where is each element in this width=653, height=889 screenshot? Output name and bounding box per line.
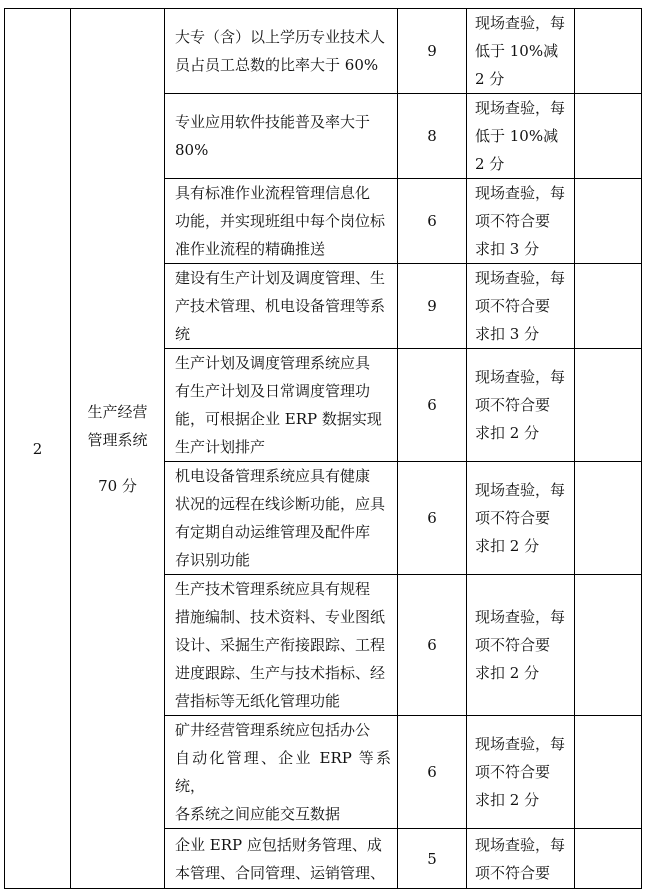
requirement-text-line: 状况的远程在线诊断功能，应具 [175, 495, 386, 513]
requirement-text-line: 营指标等无纸化管理功能 [175, 692, 341, 710]
method-text-line: 现场查验，每 [475, 735, 566, 753]
scoring-table-container [4, 8, 644, 889]
requirement-text-line: 具有标准作业流程管理信息化 [175, 184, 371, 202]
method-text-line: 项不符合要 [475, 636, 551, 654]
method-cell [467, 829, 575, 889]
requirement-cell [165, 349, 398, 462]
method-text-line: 项不符合要 [475, 297, 551, 315]
method-text-line: 项不符合要 [475, 863, 551, 882]
requirement-cell [165, 716, 398, 829]
requirement-text-line: 设计、采掘生产衔接跟踪、工程 [175, 636, 386, 654]
requirement-cell [165, 575, 398, 716]
requirement-text-line: 存识别功能 [175, 551, 251, 569]
requirement-text-line: 生产技术管理系统应具有规程 [175, 580, 371, 598]
requirement-text-line: 进度跟踪、生产与技术指标、经 [175, 664, 386, 682]
requirement-text-line: 准作业流程的精确推送 [175, 240, 326, 258]
method-text-line: 低于 10%减 [475, 127, 559, 145]
requirement-text-line: 有定期自动运维管理及配件库 [175, 523, 371, 541]
method-cell [467, 179, 575, 264]
remarks-cell [575, 829, 642, 889]
method-text-line: 现场查验，每 [475, 269, 566, 287]
requirement-text-line: 生产计划排产 [175, 438, 266, 456]
category-score: 70 分 [98, 476, 137, 495]
requirement-text-line: 产技术管理、机电设备管理等系 [175, 297, 386, 315]
score-cell: 6 [398, 349, 467, 462]
method-text-line: 求扣 3 分 [475, 240, 540, 258]
method-text-line: 项不符合要 [475, 509, 551, 527]
score-cell: 6 [398, 575, 467, 716]
requirement-text-line: 各系统之间应能交互数据 [175, 805, 341, 823]
requirement-text-line: 机电设备管理系统应具有健康 [175, 467, 371, 485]
requirement-text-line: 大专（含）以上学历专业技术人 [175, 28, 386, 46]
remarks-cell [575, 264, 642, 349]
requirement-text-line: 矿井经营管理系统应包括办公 [175, 721, 371, 739]
requirement-text-line: 企业 ERP 应包括财务管理、成 [175, 835, 382, 854]
requirement-cell [165, 264, 398, 349]
remarks-cell [575, 716, 642, 829]
requirement-cell [165, 9, 398, 94]
requirement-text-line: 专业应用软件技能普及率大于 [175, 113, 371, 131]
requirement-text-line: 自动化管理、企业 ERP 等系统， [175, 749, 391, 795]
score-cell: 9 [398, 9, 467, 94]
method-cell [467, 94, 575, 179]
requirement-cell [165, 94, 398, 179]
requirement-text-line: 员占员工总数的比率大于 60% [175, 56, 379, 74]
requirement-text-line: 本管理、合同管理、运销管理、 [175, 863, 386, 882]
category-name-line: 生产经营 [87, 402, 148, 421]
remarks-cell [575, 462, 642, 575]
section-number: 2 [5, 9, 71, 889]
score-cell: 8 [398, 94, 467, 179]
method-text-line: 求扣 2 分 [475, 664, 540, 682]
requirement-text-line: 有生产计划及日常调度管理功 [175, 382, 371, 400]
score-cell: 5 [398, 829, 467, 889]
requirement-cell [165, 179, 398, 264]
method-cell [467, 575, 575, 716]
method-text-line: 项不符合要 [475, 212, 551, 230]
method-text-line: 求扣 2 分 [475, 537, 540, 555]
method-text-line: 现场查验，每 [475, 14, 566, 32]
score-cell: 6 [398, 716, 467, 829]
category-cell [71, 9, 165, 889]
remarks-cell [575, 94, 642, 179]
method-text-line: 求扣 3 分 [475, 325, 540, 343]
method-cell [467, 462, 575, 575]
method-text-line: 求扣 2 分 [475, 791, 540, 809]
scoring-table [4, 8, 642, 889]
method-text-line: 现场查验，每 [475, 835, 566, 854]
method-cell [467, 716, 575, 829]
method-text-line: 低于 10%减 [475, 42, 559, 60]
requirement-text-line: 80% [175, 141, 209, 159]
method-text-line: 现场查验，每 [475, 184, 566, 202]
requirement-text-line: 建设有生产计划及调度管理、生 [175, 269, 386, 287]
requirement-text-line: 生产计划及调度管理系统应具 [175, 354, 371, 372]
method-text-line: 项不符合要 [475, 763, 551, 781]
requirement-text-line: 措施编制、技术资料、专业图纸 [175, 608, 386, 626]
remarks-cell [575, 179, 642, 264]
method-cell [467, 349, 575, 462]
method-text-line: 现场查验，每 [475, 608, 566, 626]
method-cell [467, 264, 575, 349]
remarks-cell [575, 575, 642, 716]
requirement-text-line: 统 [175, 325, 191, 343]
score-cell: 6 [398, 462, 467, 575]
score-cell: 6 [398, 179, 467, 264]
requirement-cell [165, 462, 398, 575]
method-text-line: 2 分 [475, 70, 505, 88]
scoring-table-body [5, 9, 642, 889]
method-cell [467, 9, 575, 94]
method-text-line: 项不符合要 [475, 396, 551, 414]
method-text-line: 现场查验，每 [475, 481, 566, 499]
method-text-line: 现场查验，每 [475, 368, 566, 386]
requirement-cell [165, 829, 398, 889]
remarks-cell [575, 349, 642, 462]
score-cell: 9 [398, 264, 467, 349]
table-row [5, 9, 642, 94]
method-text-line: 现场查验，每 [475, 99, 566, 117]
remarks-cell [575, 9, 642, 94]
requirement-text-line: 能，可根据企业 ERP 数据实现 [175, 410, 382, 428]
method-text-line: 2 分 [475, 155, 505, 173]
method-text-line: 求扣 2 分 [475, 424, 540, 442]
category-name-line: 管理系统 [87, 430, 148, 449]
requirement-text-line: 功能，并实现班组中每个岗位标 [175, 212, 386, 230]
